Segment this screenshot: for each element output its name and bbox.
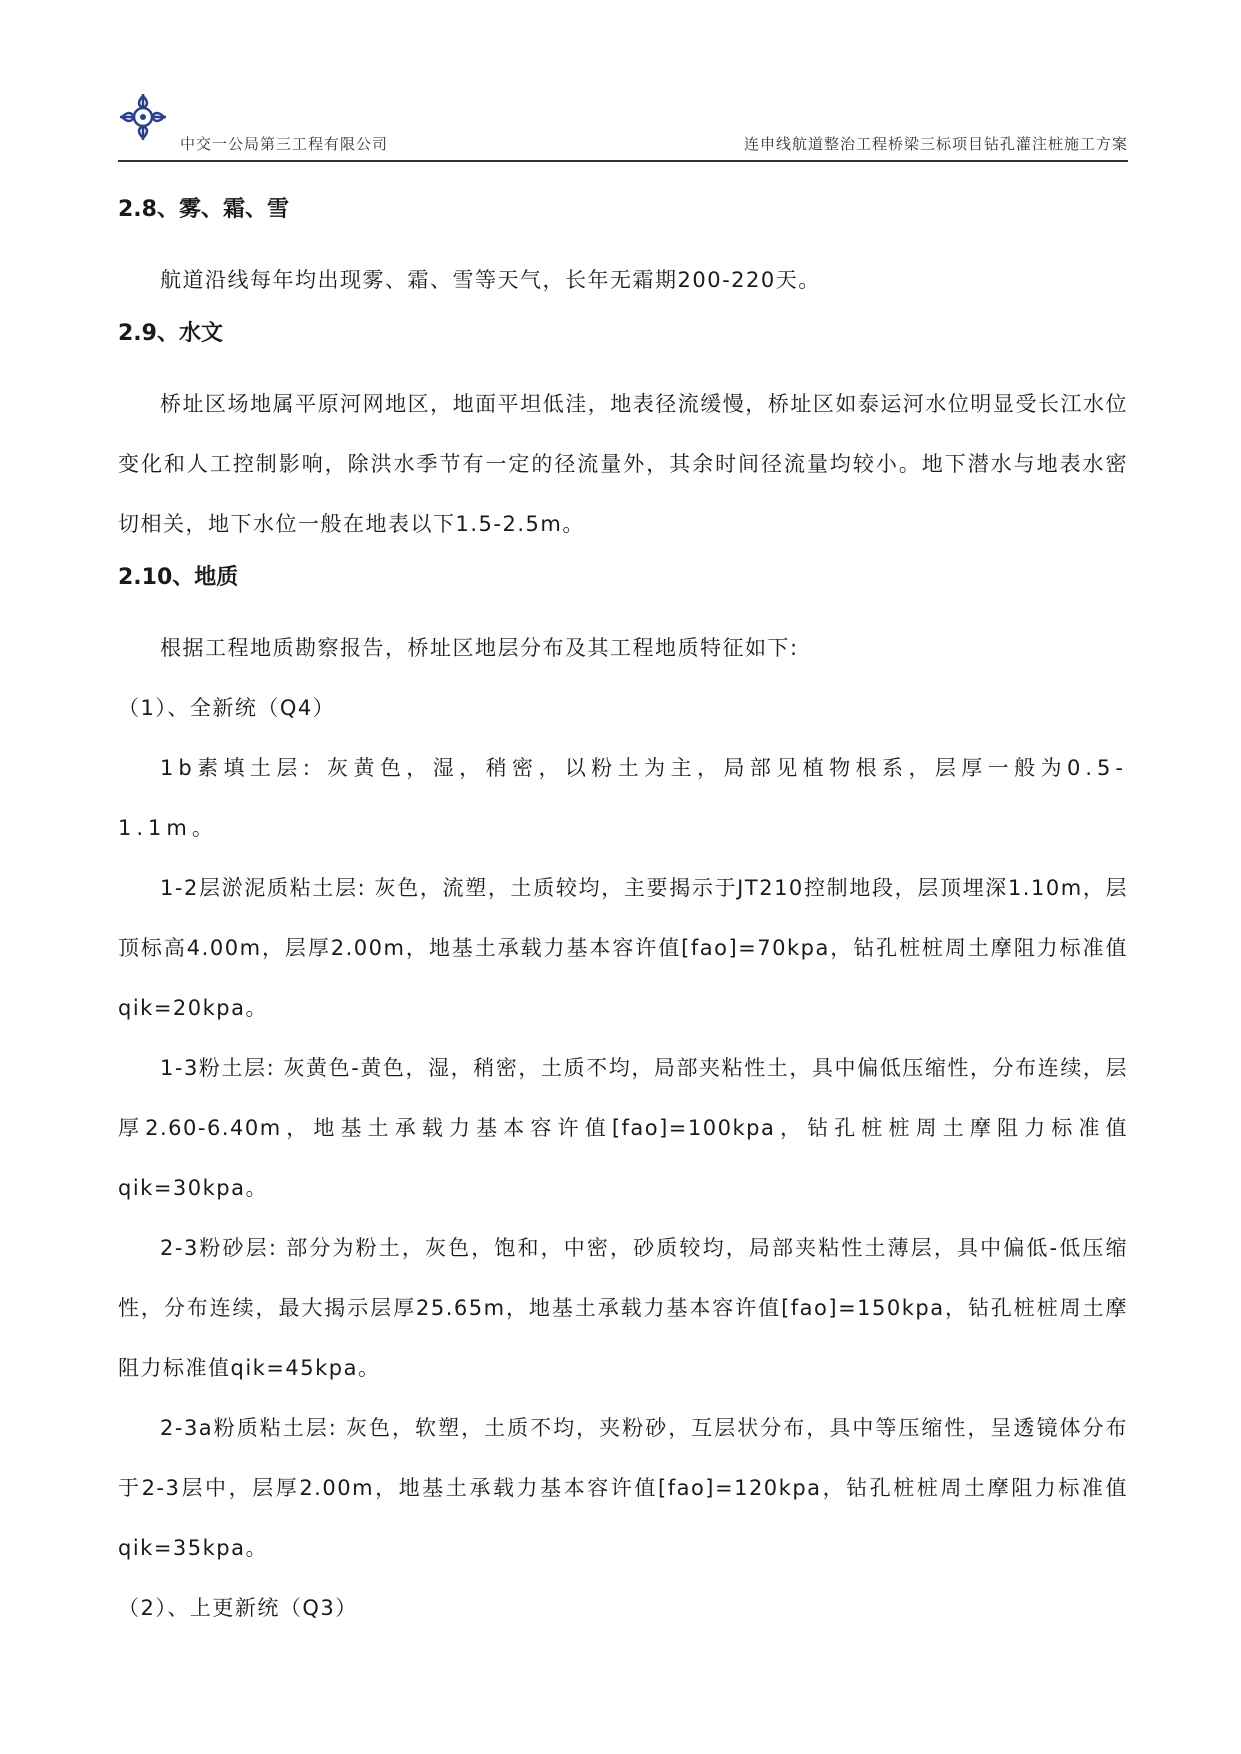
section-2-8-heading: 2.8、雾、霜、雪	[118, 197, 289, 222]
section-2-10-heading: 2.10、地质	[118, 565, 239, 590]
section-2-9-heading: 2.9、水文	[118, 321, 223, 346]
layer-1-2-paragraph: 1-2层淤泥质粘土层: 灰色，流塑，土质较均，主要揭示于JT210控制地段，层顶埋深1.10m，层顶标高4.00m，层厚2.00m，地基土承载力基本容许值[fao]=70kpa，钻孔桩桩周土摩阻力标准值qik=20kpa。	[118, 876, 1128, 1020]
layer-2-3-paragraph: 2-3粉砂层: 部分为粉土，灰色，饱和，中密，砂质较均，局部夹粘性土薄层，具中偏低-低压缩性，分布连续，最大揭示层厚25.65m，地基土承载力基本容许值[fao]=150kpa，钻孔桩桩周土摩阻力标准值qik=45kpa。	[118, 1236, 1128, 1380]
section-2-9-paragraph: 桥址区场地属平原河网地区，地面平坦低洼，地表径流缓慢，桥址区如泰运河水位明显受长江水位变化和人工控制影响，除洪水季节有一定的径流量外，其余时间径流量均较小。地下潜水与地表水密切相关，地下水位一般在地表以下1.5-2.5m。	[118, 392, 1128, 536]
header-project-title: 连申线航道整治工程桥梁三标项目钻孔灌注桩施工方案	[743, 135, 1128, 153]
section-2-8-paragraph: 航道沿线每年均出现雾、霜、雪等天气，长年无霜期200-220天。	[160, 268, 821, 292]
document-body	[118, 190, 1128, 1638]
section-2-10-intro: 根据工程地质勘察报告，桥址区地层分布及其工程地质特征如下:	[160, 636, 799, 660]
subsection-upper-pleistocene-heading: （2）、上更新统（Q3）	[118, 1596, 358, 1620]
layer-1-3-paragraph: 1-3粉土层: 灰黄色-黄色，湿，稍密，土质不均，局部夹粘性土，具中偏低压缩性，分布连续，层厚2.60-6.40m，地基土承载力基本容许值[fao]=100kpa，钻孔桩桩周土摩阻力标准值qik=30kpa。	[118, 1056, 1128, 1200]
layer-2-3a-paragraph: 2-3a粉质粘土层: 灰色，软塑，土质不均，夹粉砂，互层状分布，具中等压缩性，呈透镜体分布于2-3层中，层厚2.00m，地基土承载力基本容许值[fao]=120kpa，钻孔桩桩周土摩阻力标准值qik=35kpa。	[118, 1416, 1128, 1560]
header-company-name: 中交一公局第三工程有限公司	[180, 135, 389, 153]
subsection-holocene-heading: （1）、全新统（Q4）	[118, 696, 336, 720]
company-logo-icon	[118, 92, 168, 142]
layer-1b-paragraph: 1b素填土层: 灰黄色，湿，稍密，以粉土为主，局部见植物根系，层厚一般为0.5-1.1m。	[118, 756, 1128, 840]
page-header	[118, 92, 1128, 162]
